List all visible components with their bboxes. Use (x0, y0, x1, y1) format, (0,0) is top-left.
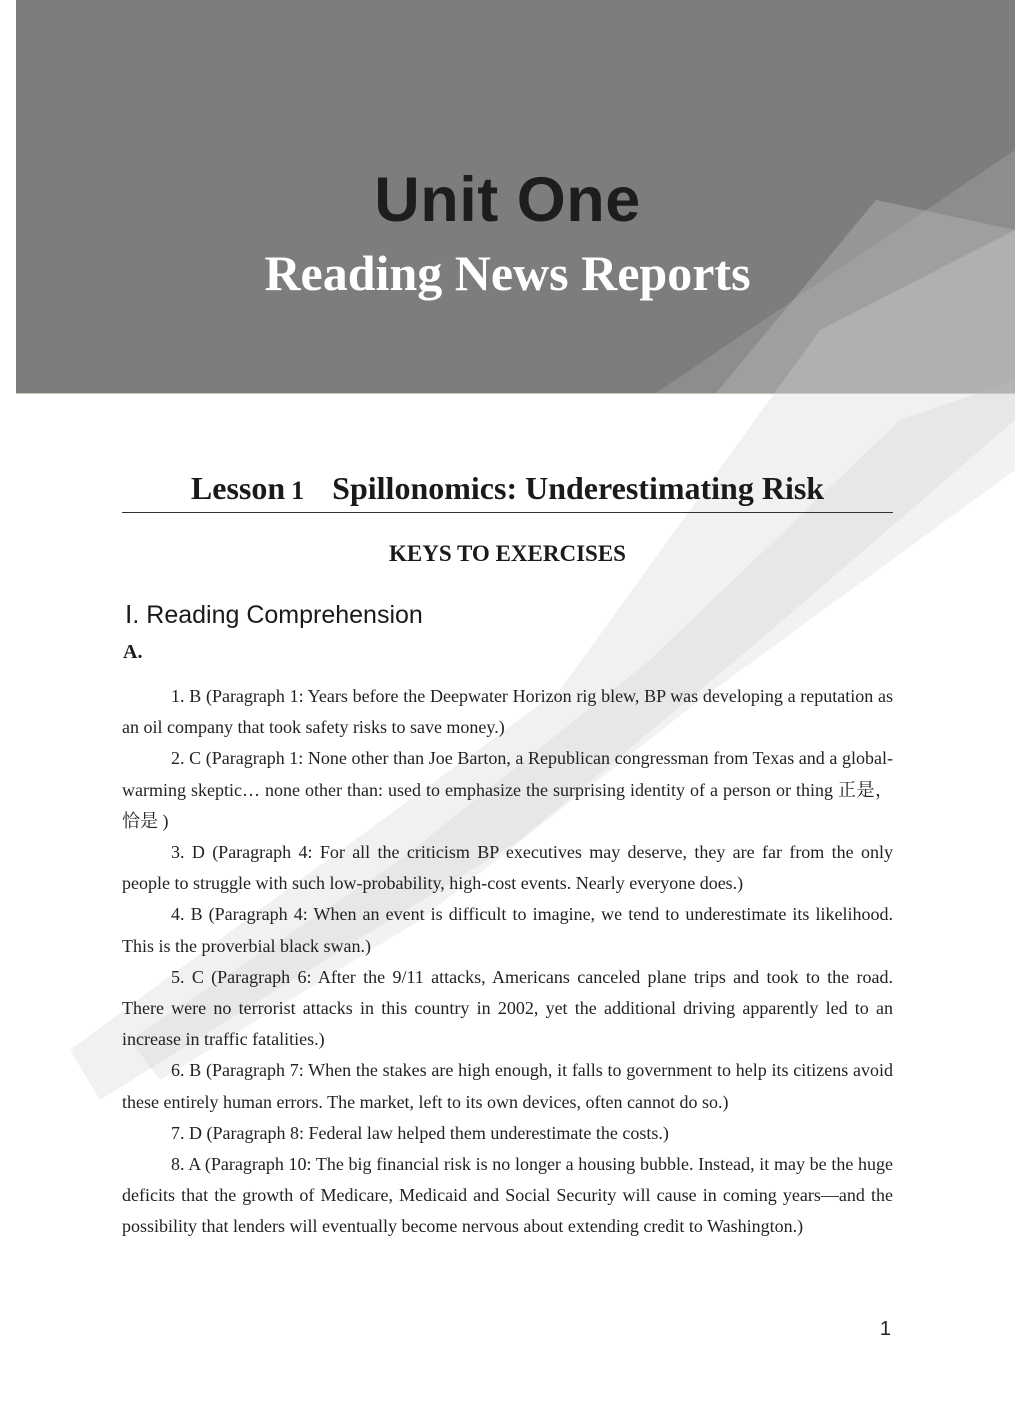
answer-item: 6. B (Paragraph 7: When the stakes are high enough, it falls to government to help its citizens avoid these entirely human errors. The market, left to its own devices, often cannot do so.) (122, 1060, 893, 1112)
section-title: Ⅰ. Reading Comprehension (125, 601, 423, 629)
page-number: 1 (879, 1318, 891, 1340)
unit-subtitle: Reading News Reports (264, 245, 751, 301)
lesson-title: Spillonomics: Underestimating Risk (332, 470, 825, 506)
keys-title: KEYS TO EXERCISES (389, 541, 626, 566)
lesson-heading (122, 470, 893, 513)
answer-item: 7. D (Paragraph 8: Federal law helped them underestimate the costs.) (171, 1122, 669, 1143)
lesson-number: 1 (291, 476, 305, 505)
answer-item: 1. B (Paragraph 1: Years before the Deepwater Horizon rig blew, BP was developing a reputation as an oil company that took safety risks to save money.) (122, 686, 893, 738)
answer-list (122, 681, 893, 1243)
answer-item: 2. C (Paragraph 1: None other than Joe Barton, a Republican congressman from Texas and a global-warming skeptic… none other than: used to emphasize the surprising identity of a person or thing 正是，恰是 ) (122, 748, 893, 831)
lesson-label: Lesson (190, 470, 286, 506)
answer-item: 4. B (Paragraph 4: When an event is difficult to imagine, we tend to underestimate its likelihood. This is the proverbial black swan.) (122, 904, 893, 956)
answer-item: 8. A (Paragraph 10: The big financial risk is no longer a housing bubble. Instead, it may be the huge deficits that the growth of Medicare, Medicaid and Social Security will cause in coming years—and the possibility that lenders will eventually become nervous about extending credit to Washington.) (122, 1154, 893, 1237)
unit-title: Unit One (374, 165, 641, 235)
answer-item: 3. D (Paragraph 4: For all the criticism BP executives may deserve, they are far from the only people to struggle with such low-probability, high-cost events. Nearly everyone does.) (122, 842, 893, 894)
subsection-title: A. (123, 641, 143, 663)
answer-item: 5. C (Paragraph 6: After the 9/11 attacks, Americans canceled plane trips and took to the road. There were no terrorist attacks in this country in 2002, yet the additional driving apparently led to an increase in traffic fatalities.) (122, 966, 893, 1050)
